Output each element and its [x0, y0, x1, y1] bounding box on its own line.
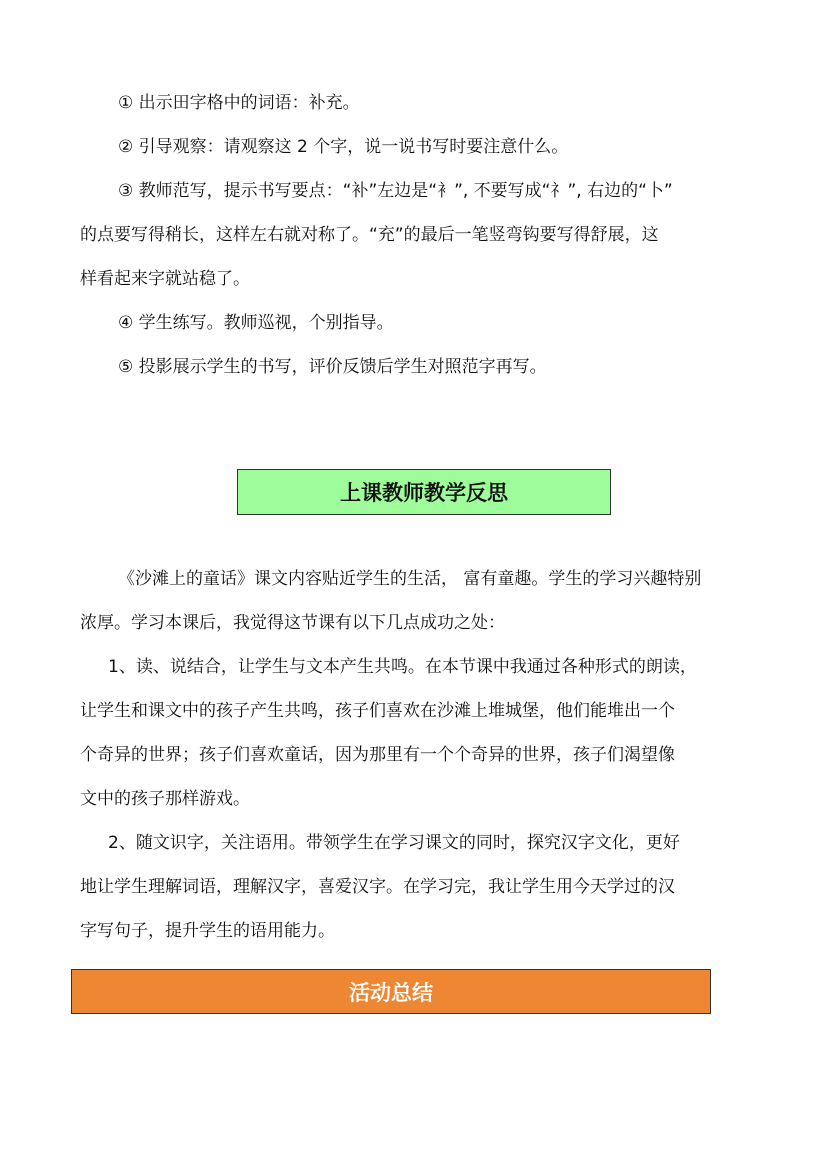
writing-steps — [80, 81, 772, 389]
summary-heading-text: 活动总结 — [349, 980, 433, 1005]
reflection-point-1 — [80, 645, 772, 821]
reflection-heading-text: 上课教师教学反思 — [340, 481, 508, 505]
step-1: ① 出示田字格中的词语：补充。 — [118, 93, 360, 113]
point-1-line: 文中的孩子那样游戏。 — [80, 789, 250, 809]
step-3: ③ 教师范写，提示书写要点：“补”左边是“衤”, 不要写成“礻”, 右边的“卜” — [118, 181, 673, 201]
reflection-heading — [237, 469, 611, 515]
summary-heading — [71, 969, 711, 1014]
point-1-line: 1、读、说结合，让学生与文本产生共鸣。在本节课中我通过各种形式的朗读， — [108, 657, 697, 677]
reflection-intro-line: 《沙滩上的童话》课文内容贴近学生的生活， 富有童趣。学生的学习兴趣特别 — [118, 569, 702, 589]
reflection-intro-line: 浓厚。学习本课后，我觉得这节课有以下几点成功之处： — [80, 613, 505, 633]
point-1-line: 个奇异的世界；孩子们喜欢童话，因为那里有一个个奇异的世界，孩子们渴望像 — [80, 745, 675, 765]
reflection-intro — [80, 557, 772, 645]
step-2: ② 引导观察：请观察这 2 个字，说一说书写时要注意什么。 — [118, 137, 569, 157]
point-2-line: 2、随文识字，关注语用。带领学生在学习课文的同时，探究汉字文化，更好 — [108, 833, 680, 853]
reflection-point-2 — [80, 821, 772, 953]
point-2-line: 字写句子，提升学生的语用能力。 — [80, 921, 335, 941]
step-3-cont-1: 的点要写得稍长，这样左右就对称了。“充”的最后一笔竖弯钩要写得舒展，这 — [80, 225, 659, 245]
step-5: ⑤ 投影展示学生的书写，评价反馈后学生对照范字再写。 — [118, 357, 547, 377]
step-3-cont-2: 样看起来字就站稳了。 — [80, 269, 250, 289]
point-2-line: 地让学生理解词语，理解汉字，喜爱汉字。在学习完，我让学生用今天学过的汉 — [80, 877, 675, 897]
step-4: ④ 学生练写。教师巡视，个别指导。 — [118, 313, 394, 333]
point-1-line: 让学生和课文中的孩子产生共鸣，孩子们喜欢在沙滩上堆城堡，他们能堆出一个 — [80, 701, 675, 721]
